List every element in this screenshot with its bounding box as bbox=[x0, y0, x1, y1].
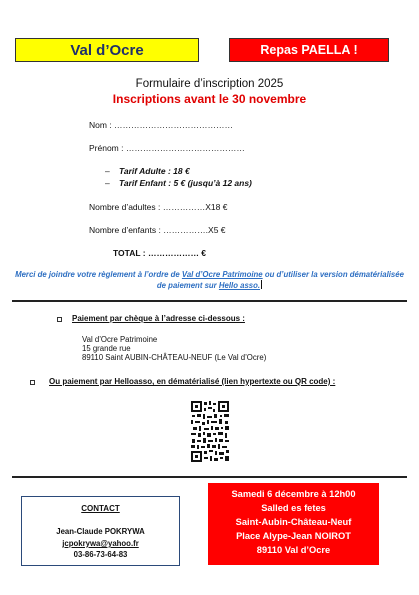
tarif-enfant-label: Tarif Enfant : 5 € (jusqu’à 12 ans) bbox=[119, 178, 252, 188]
club-name-label: Val d’Ocre bbox=[70, 41, 144, 59]
address-line-3: 89110 Saint AUBIN-CHÂTEAU-NEUF (Le Val d’Ocre) bbox=[82, 353, 267, 362]
event-venue: Salled es fetes bbox=[261, 503, 326, 513]
hello-asso-link[interactable]: Hello asso. bbox=[218, 281, 261, 290]
tarif-adulte-label: Tarif Adulte : 18 € bbox=[119, 166, 190, 176]
contact-email[interactable]: jcpokrywa@yahoo.fr bbox=[62, 539, 139, 548]
contact-name: Jean-Claude POKRYWA bbox=[56, 527, 145, 536]
text-cursor bbox=[261, 280, 262, 289]
cheque-heading: Paiement par chèque à l’adresse ci-dessous : bbox=[72, 314, 245, 323]
nombre-enfants-field[interactable]: Nombre d’enfants : …………….X5 € bbox=[89, 225, 226, 235]
nombre-adultes-field[interactable]: Nombre d’adultes : ……………X18 € bbox=[89, 202, 228, 212]
note-text-2: ou d’utiliser la version dématérialisée de paiement sur bbox=[156, 270, 404, 290]
registration-deadline: Inscriptions avant le 30 novembre bbox=[112, 92, 307, 106]
note-text-1: Merci de joindre votre règlement à l’ordre de bbox=[15, 270, 182, 279]
divider-top bbox=[12, 300, 407, 302]
dash-bullet: – bbox=[105, 178, 110, 188]
address-line-1: Val d’Ocre Patrimoine bbox=[82, 335, 158, 344]
contact-box bbox=[21, 496, 180, 566]
event-date: Samedi 6 décembre à 12h00 bbox=[231, 489, 356, 499]
club-name-badge bbox=[15, 38, 199, 62]
val-docre-patrimoine-link[interactable]: Val d’Ocre Patrimoine bbox=[181, 270, 263, 279]
address-line-2: 15 grande rue bbox=[82, 344, 131, 353]
event-postcode: 89110 Val d’Ocre bbox=[256, 545, 331, 555]
dash-bullet: – bbox=[105, 166, 110, 176]
contact-phone: 03-86-73-64-83 bbox=[73, 550, 128, 559]
payment-note bbox=[12, 270, 407, 291]
nom-field[interactable]: Nom : …………………………………… bbox=[89, 120, 234, 130]
event-badge-label: Repas PAELLA ! bbox=[260, 43, 358, 57]
checkbox-icon[interactable] bbox=[57, 317, 62, 322]
tarif-adulte bbox=[105, 166, 190, 176]
event-info-box bbox=[208, 483, 379, 565]
prenom-field[interactable]: Prénom : …………………………………… bbox=[89, 143, 245, 153]
event-place: Place Alype-Jean NOIROT bbox=[236, 531, 351, 541]
checkbox-icon[interactable] bbox=[30, 380, 35, 385]
event-badge bbox=[229, 38, 389, 62]
form-title: Formulaire d’inscription 2025 bbox=[135, 78, 284, 90]
tarif-enfant bbox=[105, 178, 252, 188]
divider-bottom bbox=[12, 476, 407, 478]
event-town: Saint-Aubin-Château-Neuf bbox=[235, 517, 352, 527]
helloasso-heading: Ou paiement par Helloasso, en dématérialisé (lien hypertexte ou QR code) : bbox=[49, 377, 336, 386]
qr-code-icon[interactable] bbox=[190, 400, 230, 463]
contact-title: CONTACT bbox=[81, 504, 120, 513]
total-field[interactable]: TOTAL : ……………… € bbox=[113, 248, 207, 258]
